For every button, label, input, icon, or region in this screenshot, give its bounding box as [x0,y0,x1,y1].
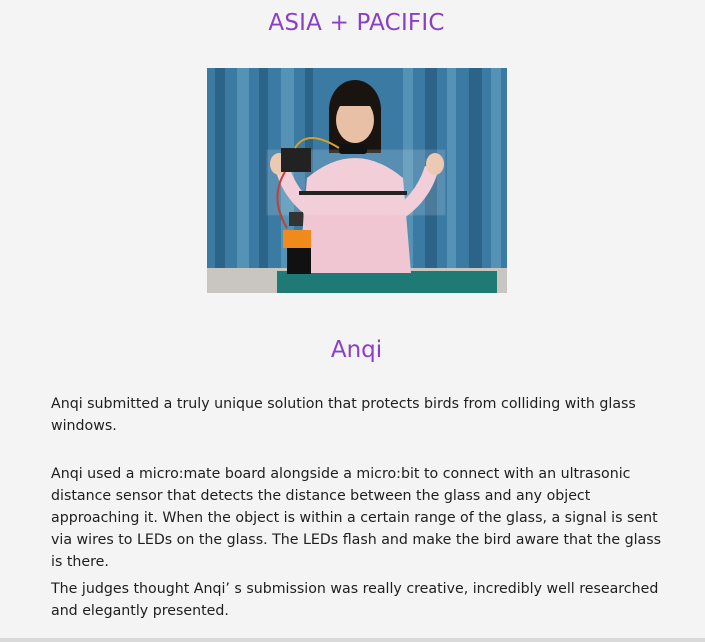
judges-comment-paragraph: The judges thought Anqi’ s submission was really creative, incredibly well researched and elegantly presented. [51,581,659,619]
section-divider [0,638,705,642]
winner-photo [207,68,507,293]
description-paragraph: Anqi submitted a truly unique solution that protects birds from colliding with glass windows. [51,396,636,434]
region-title: ASIA + PACIFIC [268,10,445,36]
winner-name: Anqi [330,337,383,363]
description-paragraph: Anqi used a micro:mate board alongside a micro:bit to connect with an ultrasonic distance sensor that detects the distance between the glass and any object approaching it. When the object is within a certain range of the glass, a signal is sent via wires to LEDs on the glass. The LEDs flash and make the bird aware that the glass is there. [51,466,662,570]
